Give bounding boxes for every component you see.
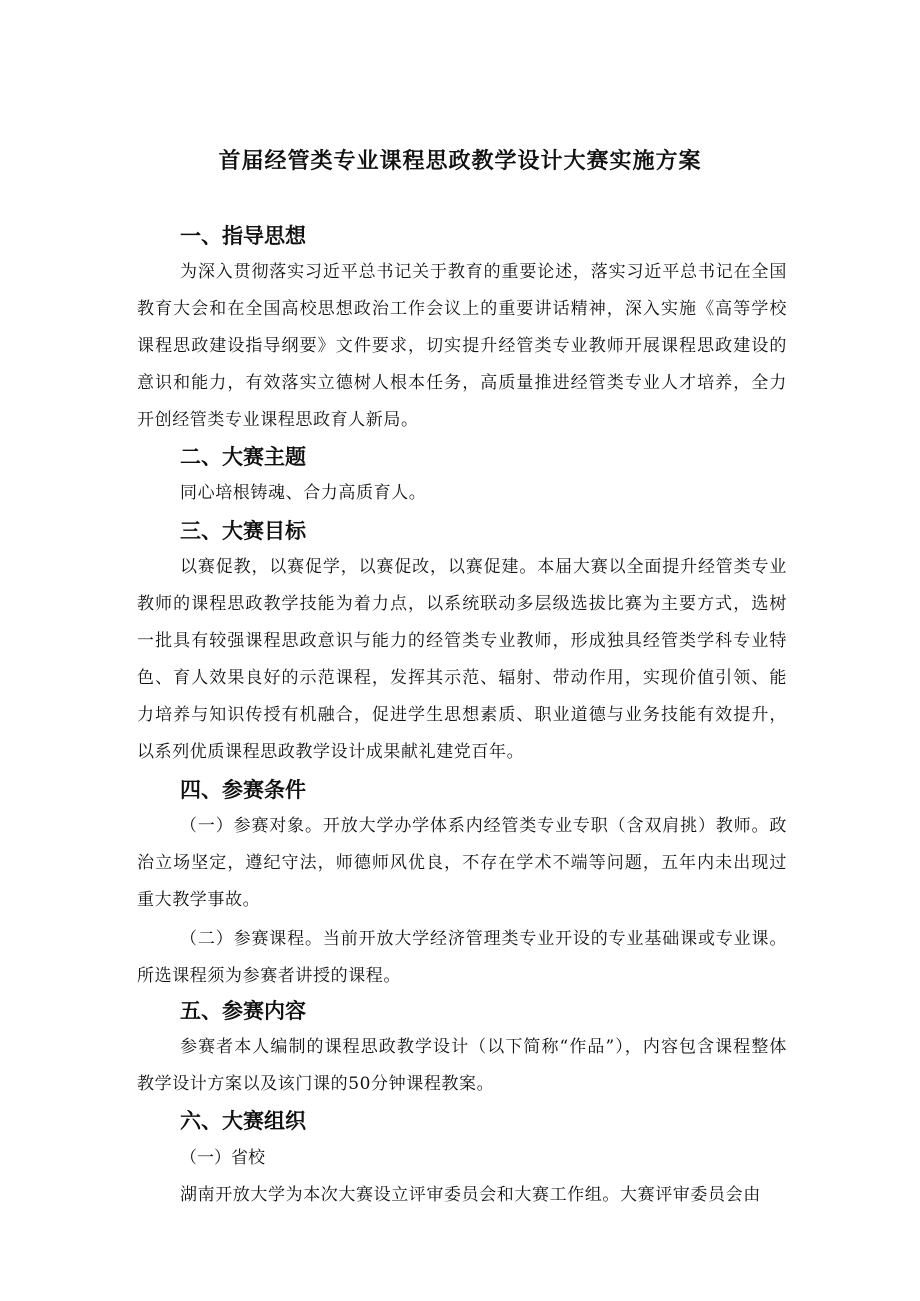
section-paragraph-participants: （一）参赛对象。开放大学办学体系内经管类专业专职（含双肩挑）教师。政治立场坚定，遵纪守法，师德师风优良，不存在学术不端等问题，五年内未出现过重大教学事故。	[137, 816, 787, 910]
section-heading-content: 五、参赛内容	[180, 999, 306, 1023]
section-heading-theme: 二、大赛主题	[180, 445, 306, 469]
section-paragraph-organization: 湖南开放大学为本次大赛设立评审委员会和大赛工作组。大赛评审委员会由	[180, 1185, 761, 1205]
section-paragraph-goals: 以赛促教，以赛促学，以赛促改，以赛促建。本届大赛以全面提升经管类专业教师的课程思政教学技能为着力点，以系统联动多层级选拔比赛为主要方式，选树一批具有较强课程思政意识与能力的经管类专业教师，形成独具经管类学科专业特色、育人效果良好的示范课程，发挥其示范、辐射、带动作用，实现价值引领、能力培养与知识传授有机融合，促进学生思想素质、职业道德与业务技能有效提升，以系列优质课程思政教学设计成果献礼建党百年。	[137, 557, 787, 762]
document-title: 首届经管类专业课程思政教学设计大赛实施方案	[218, 149, 702, 174]
section-paragraph-guiding-thought: 为深入贯彻落实习近平总书记关于教育的重要论述，落实习近平总书记在全国教育大会和在全国高校思想政治工作会议上的重要讲话精神，深入实施《高等学校课程思政建设指导纲要》文件要求，切实提升经管类专业教师开展课程思政建设的意识和能力，有效落实立德树人根本任务，高质量推进经管类专业人才培养，全力开创经管类专业课程思政育人新局。	[137, 262, 787, 430]
section-paragraph-content: 参赛者本人编制的课程思政教学设计（以下简称“作品”），内容包含课程整体教学设计方案以及该门课的50分钟课程教案。	[137, 1037, 787, 1094]
section-paragraph-theme: 同心培根铸魂、合力高质育人。	[180, 483, 427, 503]
section-heading-guiding-thought: 一、指导思想	[180, 224, 306, 248]
section-heading-eligibility: 四、参赛条件	[180, 778, 306, 802]
section-subheading-province-school: （一）省校	[180, 1148, 265, 1168]
section-heading-goals: 三、大赛目标	[180, 519, 306, 543]
section-heading-organization: 六、大赛组织	[180, 1109, 306, 1133]
section-paragraph-courses: （二）参赛课程。当前开放大学经济管理类专业开设的专业基础课或专业课。所选课程须为参赛者讲授的课程。	[137, 929, 787, 986]
